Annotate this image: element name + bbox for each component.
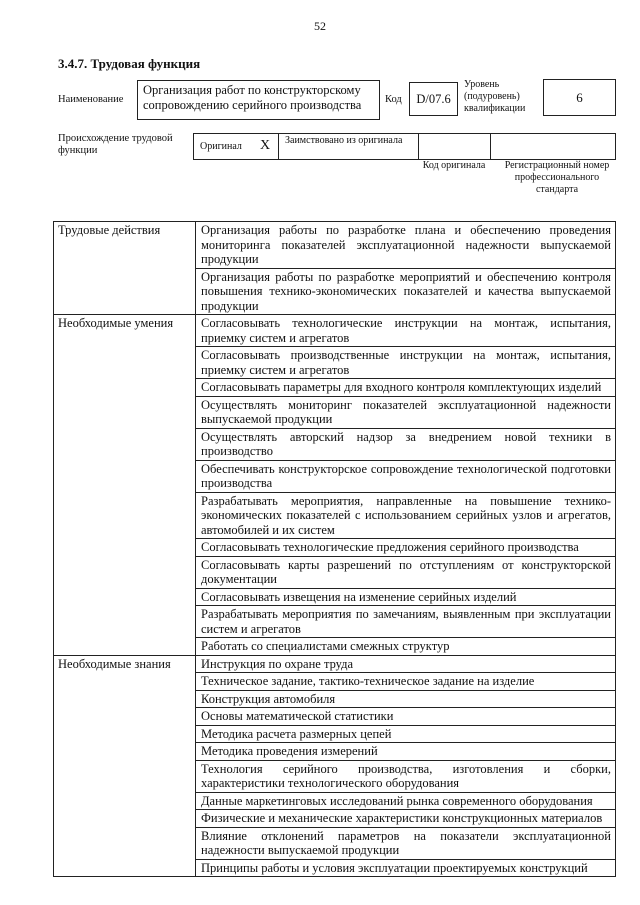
item-cell: Техническое задание, тактико-техническое задание на изделие — [196, 673, 616, 691]
item-cell: Разрабатывать мероприятия по замечаниям, выявленным при эксплуатации систем и агрегатов — [196, 606, 616, 638]
item-cell: Осуществлять мониторинг показателей эксплуатационной надежности выпускаемой продукции — [196, 396, 616, 428]
item-cell: Методика проведения измерений — [196, 743, 616, 761]
level-label: Уровень (подуровень) квалификации — [464, 79, 526, 114]
code-label: Код — [385, 94, 402, 105]
item-cell: Конструкция автомобиля — [196, 690, 616, 708]
item-cell: Работать со специалистами смежных структур — [196, 638, 616, 656]
section-title-cell: Трудовые действия — [54, 222, 196, 315]
level-value-box: 6 — [543, 79, 616, 116]
code-value-box: D/07.6 — [409, 82, 458, 116]
table-row — [54, 655, 616, 673]
item-cell: Осуществлять авторский надзор за внедрением новой техники в производство — [196, 428, 616, 460]
item-cell: Разрабатывать мероприятия, направленные на повышение технико-экономических показателей с использованием серийных узлов и агрегатов, автомобилей и их систем — [196, 492, 616, 539]
section-title: 3.4.7. Трудовая функция — [58, 56, 201, 71]
borrowed-cell — [279, 134, 419, 159]
item-cell: Технология серийного производства, изготовления и сборки, характеристики технологического оборудования — [196, 760, 616, 792]
item-cell: Данные маркетинговых исследований рынка современного оборудования — [196, 792, 616, 810]
item-cell: Согласовывать технологические инструкции на монтаж, испытания, приемку систем и агрегатов — [196, 315, 616, 347]
reg-number-cell — [491, 134, 615, 159]
borrowed-label: Заимствовано из оригинала — [285, 135, 403, 146]
table-row — [54, 222, 616, 269]
original-label: Оригинал — [200, 141, 242, 152]
section-title-cell: Необходимые умения — [54, 315, 196, 656]
code-caption: Код оригинала — [422, 160, 486, 171]
item-cell: Основы математической статистики — [196, 708, 616, 726]
item-cell: Организация работы по разработке мероприятий и обеспечению контроля повышения технико-экономических показателей и качества выпускаемой продукции — [196, 268, 616, 315]
reg-caption: Регистрационный номер профессионального стандарта — [504, 160, 610, 195]
item-cell: Принципы работы и условия эксплуатации проектируемых конструкций — [196, 859, 616, 877]
item-cell: Организация работы по разработке плана и обеспечению проведения мониторинга показателей эксплуатационной надежности выпускаемой продукции — [196, 222, 616, 269]
name-label: Наименование — [58, 94, 124, 105]
item-cell: Согласовывать извещения на изменение серийных изделий — [196, 588, 616, 606]
item-cell: Инструкция по охране труда — [196, 655, 616, 673]
item-cell: Согласовывать параметры для входного контроля комплектующих изделий — [196, 379, 616, 397]
original-code-cell — [419, 134, 491, 159]
item-cell: Влияние отклонений параметров на показатели эксплуатационной надежности выпускаемой продукции — [196, 827, 616, 859]
page-number: 52 — [314, 19, 326, 33]
item-cell: Методика расчета размерных цепей — [196, 725, 616, 743]
function-table-body — [54, 222, 616, 877]
origin-label: Происхождение трудовой функции — [58, 133, 173, 156]
item-cell: Обеспечивать конструкторское сопровождение технологической подготовки производства — [196, 460, 616, 492]
item-cell: Согласовывать производственные инструкции на монтаж, испытания, приемку систем и агрегатов — [196, 347, 616, 379]
function-name-box: Организация работ по конструкторскому сопровождению серийного производства — [137, 80, 380, 120]
item-cell: Физические и механические характеристики конструкционных материалов — [196, 810, 616, 828]
item-cell: Согласовывать технологические предложения серийного производства — [196, 539, 616, 557]
table-row — [54, 315, 616, 347]
original-mark: X — [260, 138, 271, 153]
section-title-cell: Необходимые знания — [54, 655, 196, 877]
item-cell: Согласовывать карты разрешений по отступлениям от конструкторской документации — [196, 556, 616, 588]
origin-row — [193, 133, 616, 160]
original-cell — [194, 134, 279, 159]
function-table — [53, 221, 616, 877]
